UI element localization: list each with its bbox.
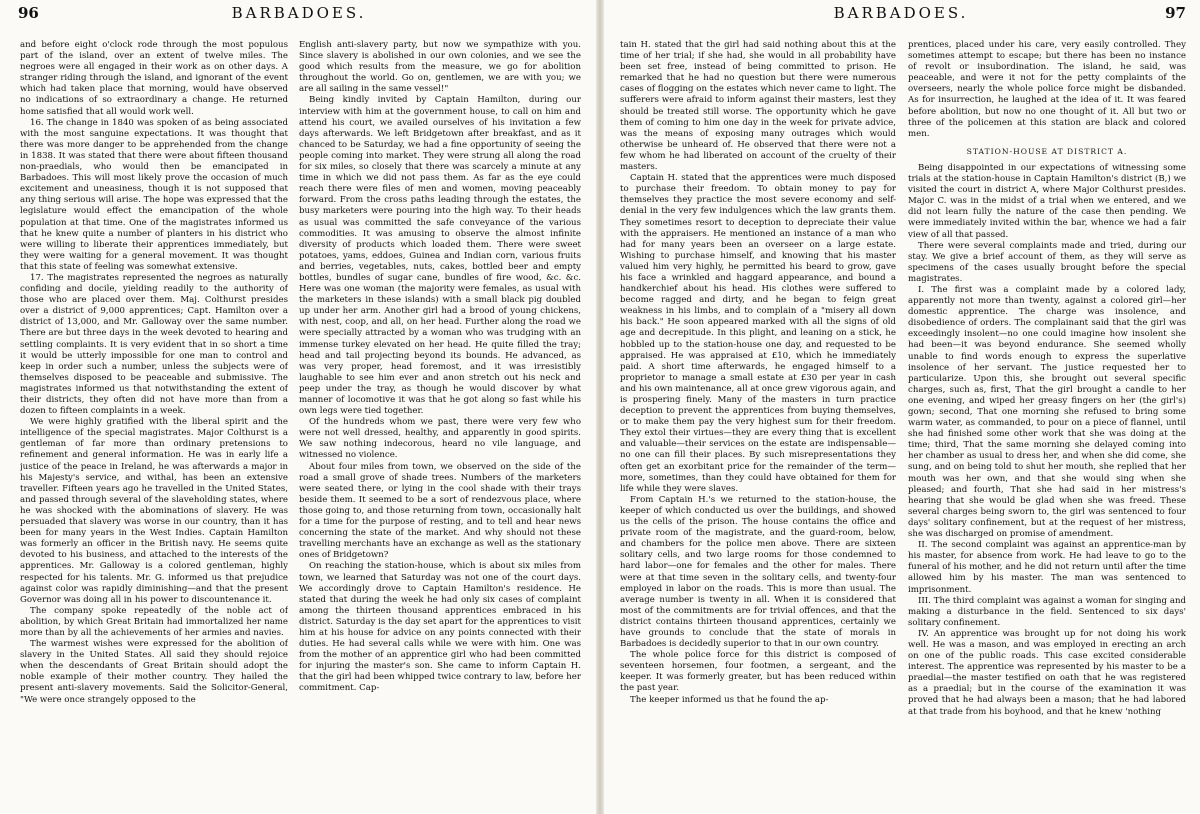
page-number: 96 xyxy=(18,4,39,22)
paragraph: From Captain H.'s we returned to the station-house, the keeper of which conducted us over the buildings, and showed us the cells of the prison. The house contains the office and private room of the magistrate, and the guard-room, below, and chambers for the police men above. There are sixteen solitary cells, and two large rooms for those condemned to hard labor—one for females and the other for males. There were at that time seven in the solitary cells, and twenty-four employed in labor on the roads. This is more than usual. The average number is twenty in all. When it is considered that most of the commitments are for trivial offences, and that the district contains thirteen thousand apprentices, certainly we have grounds to conclude that the state of morals in Barbadoes is decidedly superior to that in our own country. xyxy=(620,494,896,650)
paragraph: The whole police force for this district is composed of seventeen horsemen, four footmen, a sergeant, and the keeper. It was formerly greater, but has been reduced within the past year. xyxy=(620,650,896,694)
paragraph: 17. The magistrates represented the negroes as naturally confiding and docile, yielding readily to the authority of those who are placed over them. Maj. Colthurst presides over a district of 9,000 apprentices; Capt. Hamilton over a district of 13,000, and Mr. Galloway over the same number. There are but three days in the week devoted to hearing and settling complaints. It is very evident that in so short a time it would be utterly impossible for one man to control and keep in order such a number, unless the subjects were of themselves disposed to be peaceable and submissive. The magistrates informed us that notwithstanding the extent of their districts, they often did not have more than from a dozen to fifteen complaints in a week. xyxy=(20,272,288,417)
left-page-header xyxy=(0,4,598,30)
paragraph: IV. An apprentice was brought up for not doing his work well. He was a mason, and was employed in erecting an arch on one of the public roads. This case excited considerable interest. The apprentice was represented by his master to be a praedial—the master testified on oath that he was registered as a praedial; but in the course of the examination it was proved that he had always been a mason; that he had labored at that trade from his boyhood, and that he knew 'nothing xyxy=(908,628,1186,717)
paragraph: I. The first was a complaint made by a colored lady, apparently not more than twenty, against a colored girl—her domestic apprentice. The charge was insolence, and disobedience of orders. The complainant said that the girl was exceedingly insolent—no one could imagine how insolent she had been—it was beyond endurance. She seemed wholly unable to find words enough to express the superlative insolence of her servant. The justice requested her to particularize. Upon this, she brought out several specific charges, such as, first, That the girl brought a candle to her one evening, and wiped her greasy fingers on her (the girl's) gown; second, That one morning she refused to bring some warm water, as commanded, to pour on a piece of flannel, until she had finished some other work that she was doing at the time; third, That the same morning she delayed coming into her chamber as usual to dress her, and when she did come, she sung, and on being told to shut her mouth, she replied that her mouth was her own, and that she would sing when she pleased; and fourth, That she had said in her mistress's hearing that she would be glad when she was freed. These several charges being sworn to, the girl was sentenced to four days' solitary confinement, but at the request of her mistress, she was discharged on promise of amendment. xyxy=(908,284,1186,540)
paragraph: Of the hundreds whom we past, there were very few who were not well dressed, healthy, and apparently in good spirits. We saw nothing indecorous, heard no vile language, and witnessed no violence. xyxy=(299,417,581,461)
right-column-1 xyxy=(620,40,896,810)
left-page xyxy=(0,0,598,814)
paragraph: We were highly gratified with the liberal spirit and the intelligence of the special magistrates. Major Colthurst is a gentleman of far more than ordinary pretensions to refinement and general information. He was in early life a justice of the peace in Ireland, he was afterwards a major in his Majesty's service, and withal, has been an extensive traveller. Fifteen years ago he travelled in the United States, and passed through several of the slaveholding states, where he was shocked with the abominations of slavery. He was persuaded that slavery was worse in our country, than it has been for many years in the West Indies. Captain Hamilton was formerly an officer in the British navy. He seems quite devoted to his business, and attached to the interests of the apprentices. Mr. Galloway is a colored gentleman, highly respected for his talents. Mr. G. informed us that prejudice against color was rapidly diminishing—and that the present Governor was doing all in his power to discountenance it. xyxy=(20,417,288,605)
paragraph: The warmest wishes were expressed for the abolition of slavery in the United States. All said they should rejoice when the descendants of Great Britain should adopt the noble example of their mother country. They hailed the present anti-slavery movements. Said the Solicitor-General, "We were once strangely opposed to the xyxy=(20,639,288,705)
paragraph: Captain H. stated that the apprentices were much disposed to purchase their freedom. To obtain money to pay for themselves they practice the most severe economy and self-denial in the very few indulgences which the law grants them. They sometimes resort to deception to depreciate their value with the appraisers. He mentioned an instance of a man who had for many years been an overseer on a large estate. Wishing to purchase himself, and knowing that his master valued him very highly, he permitted his beard to grow, gave his face a wrinkled and haggard appearance, and bound a handkerchief about his head. His clothes were suffered to become ragged and dirty, and he began to feign great weakness in his limbs, and to complain of a "misery all down his back." He soon appeared marked with all the signs of old age and decrepitude. In this plight, and leaning on a stick, he hobbled up to the station-house one day, and requested to be appraised. He was appraised at £10, which he immediately paid. A short time afterwards, he engaged himself to a proprietor to manage a small estate at £30 per year in cash and his own maintenance, all at once grew vigorous again, and is prospering finely. Many of the masters in turn practice deception to prevent the apprentices from buying themselves, or to make them pay the very highest sum for their freedom. They extol their virtues—they are every thing that is excellent and valuable—their services on the estate are indispensable—no one can fill their places. By such misrepresentations they often get an exorbitant price for the remainder of the term—more, sometimes, than they could have obtained for them for life while they were slaves. xyxy=(620,173,896,494)
paragraph: About four miles from town, we observed on the side of the road a small grove of shade trees. Numbers of the marketers were seated there, or lying in the cool shade with their trays beside them. It seemed to be a sort of rendezvous place, where those going to, and those returning from town, occasionally halt for a time for the purpose of resting, and to tell and hear news concerning the state of the market. And why should not these travelling merchants have an exchange as well as the stationary ones of Bridgetown? xyxy=(299,461,581,561)
paragraph: III. The third complaint was against a woman for singing and making a disturbance in the field. Sentenced to six days' solitary confinement. xyxy=(908,595,1186,628)
paragraph: On reaching the station-house, which is about six miles from town, we learned that Saturday was not one of the court days. We accordingly drove to Captain Hamilton's residence. He stated that during the week he had only six cases of complaint among the thirteen thousand apprentices embraced in his district. Saturday is the day set apart for the apprentices to visit him at his house for advice on any points connected with their duties. He had several calls while we were with him. One was from the mother of an apprentice girl who had been committed for injuring the master's son. She came to inform Captain H. that the girl had been whipped twice contrary to law, before her commitment. Cap- xyxy=(299,561,581,694)
right-page xyxy=(602,0,1200,814)
running-head: BARBADOES. xyxy=(231,4,367,22)
paragraph: The keeper informed us that he found the ap- xyxy=(630,694,829,705)
paragraph: Being disappointed in our expectations of witnessing some trials at the station-house in Captain Hamilton's district (B,) we visited the court in district A, where Major Colthurst presides. Major C. was in the midst of a trial when we entered, and we did not learn fully the nature of the case then pending. We were immediately invited within the bar, whence we had a fair view of all that passed. xyxy=(908,162,1186,240)
paragraph: There were several complaints made and tried, during our stay. We give a brief account of them, as they will serve as specimens of the cases usually brought before the special magistrates. xyxy=(908,240,1186,284)
paragraph: prentices, placed under his care, very easily controlled. They sometimes attempt to escape; but there has been no instance of revolt or insubordination. The island, he said, was peaceable, and were it not for the petty complaints of the overseers, nearly the whole police force might be disbanded. As for insurrection, he laughed at the idea of it. It was feared before abolition, but now no one thought of it. All but two or three of the policemen at this station are black and colored men. xyxy=(908,40,1186,139)
paragraph: II. The second complaint was against an apprentice-man by his master, for absence from work. He had leave to go to the funeral of his mother, and he did not return until after the time allowed him by his master. The man was sentenced to imprisonment. xyxy=(908,540,1186,595)
right-page-header xyxy=(602,4,1200,30)
paragraph: Being kindly invited by Captain Hamilton, during our interview with him at the government house, to call on him and attend his court, we availed ourselves of his invitation a few days afterwards. We left Bridgetown after breakfast, and as it chanced to be Saturday, we had a fine opportunity of seeing the people coming into market. They were strung all along the road for six miles, so closely that there was scarcely a minute at any time in which we did not pass them. As far as the eye could reach there were files of men and women, moving peaceably forward. From the cross paths leading through the estates, the busy marketers were pouring into the high way. To their heads as usual was committed the safe conveyance of the various commodities. It was amusing to observe the almost infinite diversity of products which loaded them. There were sweet potatoes, yams, eddoes, Guinea and Indian corn, various fruits and berries, vegetables, nuts, cakes, bottled beer and empty bottles, bundles of sugar cane, bundles of fire wood, &c. &c. Here was one woman (the majority were females, as usual with the marketers in these islands) with a small black pig doubled up under her arm. Another girl had a brood of young chickens, with nest, coop, and all, on her head. Further along the road we were specially attracted by a woman who was trudging with an immense turkey elevated on her head. He quite filled the tray; head and tail projecting beyond its bounds. He advanced, as was very proper, head foremost, and it was irresistibly laughable to see him ever and anon stretch out his neck and peep under the tray, as though he would discover by what manner of locomotive it was that he got along so fast while his own legs were tied together. xyxy=(299,95,581,417)
paragraph: tain H. stated that the girl had said nothing about this at the time of her trial; if she had, she would in all probability have been set free, instead of being committed to prison. He remarked that he had no question but there were numerous cases of flogging on the estates which never came to light. The sufferers were afraid to inform against their masters, lest they should be treated still worse. The opportunity which he gave them of coming to him one day in the week for private advice, was the means of exposing many outrages which would otherwise be unheard of. He observed that there were not a few whom he had liberated on account of the cruelty of their masters. xyxy=(620,40,896,173)
running-head: BARBADOES. xyxy=(833,4,969,22)
left-column-1 xyxy=(20,40,288,810)
page-number: 97 xyxy=(1165,4,1186,22)
paragraph: 16. The change in 1840 was spoken of as being associated with the most sanguine expectations. It was thought that there was more danger to be apprehended from the change in 1838. It was stated that there were about fifteen thousand non-praedials, who would then be emancipated in Barbadoes. This will most likely prove the occasion of much excitement and uneasiness, though it is not supposed that any thing serious will arise. The hope was expressed that the legislature would effect the emancipation of the whole population at that time. One of the magistrates informed us that he knew quite a number of planters in his district who were willing to liberate their apprentices immediately, but they were waiting for a general movement. It was thought that this state of feeling was somewhat extensive. xyxy=(20,117,288,272)
paragraph: The company spoke repeatedly of the noble act of abolition, by which Great Britain had immortalized her name more than by all the achievements of her armies and navies. xyxy=(20,605,288,638)
left-column-2 xyxy=(299,40,581,810)
right-column-2 xyxy=(908,40,1186,810)
section-heading: STATION-HOUSE AT DISTRICT A. xyxy=(966,146,1128,156)
paragraph: and before eight o'clock rode through the most populous part of the island, over an extent of twelve miles. The negroes were all engaged in their work as on other days. A stranger riding through the island, and ignorant of the event which had taken place that morning, would have observed no indications of so extraordinary a change. He returned home satisfied that all would work well. xyxy=(20,40,288,117)
paragraph: English anti-slavery party, but now we sympathize with you. Since slavery is abolished in our own colonies, and we see the good which results from the measure, we go for abolition throughout the world. Go on, gentlemen, we are with you; we are all sailing in the same vessel!" xyxy=(299,40,581,95)
